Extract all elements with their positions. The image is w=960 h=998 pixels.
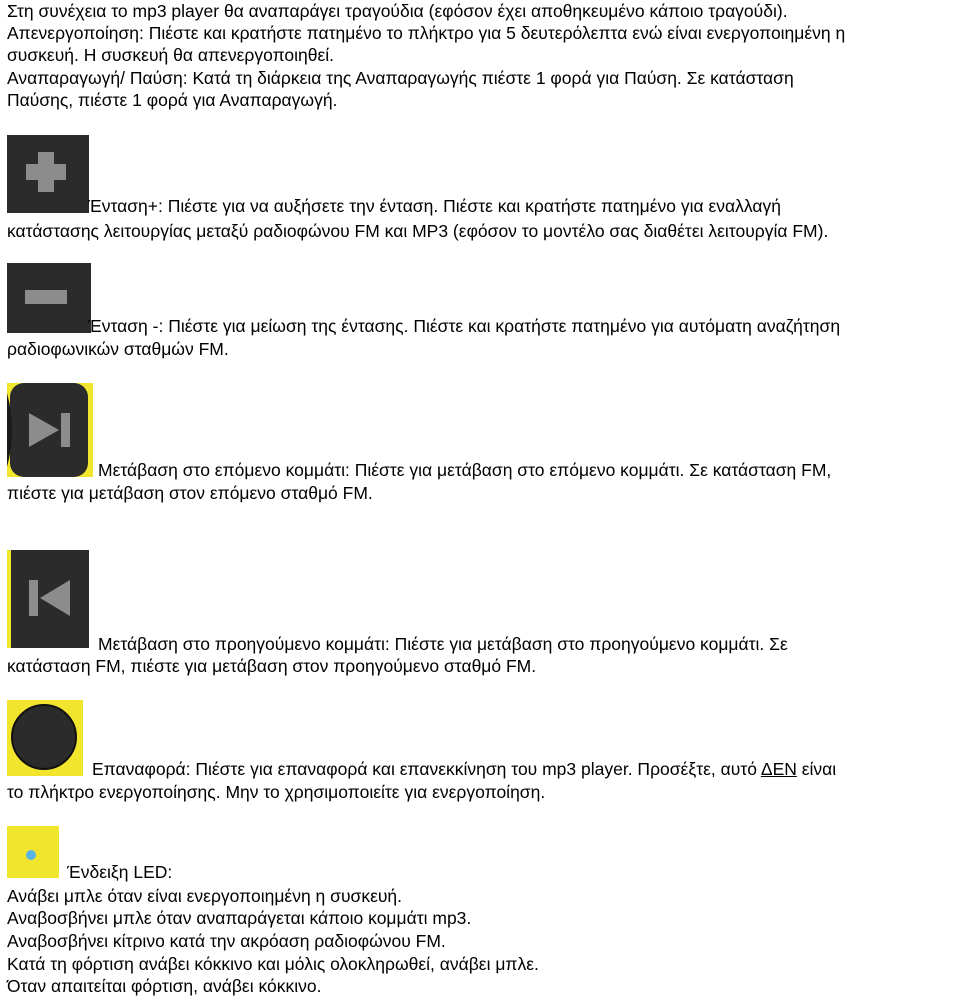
intro-line-2: Απενεργοποίηση: Πιέστε και κρατήστε πατημένο το πλήκτρο για 5 δευτερόλεπτα ενώ είναι ενεργοποιημένη η	[7, 23, 846, 43]
prev-track-line-1: Μετάβαση στο προηγούμενο κομμάτι: Πιέστε για μετάβαση στο προηγούμενο κομμάτι. Σε	[98, 634, 788, 654]
reset-emphasis: ΔΕΝ	[760, 759, 797, 779]
next-track-line-1: Μετάβαση στο επόμενο κομμάτι: Πιέστε για μετάβαση στο επόμενο κομμάτι. Σε κατάσταση FM,	[98, 460, 832, 480]
reset-text-suffix: είναι	[796, 759, 837, 779]
intro-line-3: συσκευή. Η συσκευή θα απενεργοποιηθεί.	[7, 45, 335, 65]
volume-down-line-2: ραδιοφωνικών σταθμών FM.	[7, 339, 229, 359]
skip-previous-icon	[7, 550, 89, 648]
volume-up-line-2: κατάστασης λειτουργίας μεταξύ ραδιοφώνου FM και MP3 (εφόσον το μοντέλο σας διαθέτει λειτουργία FM).	[7, 221, 829, 241]
reset-button-icon	[7, 700, 83, 776]
intro-line-1: Στη συνέχεια το mp3 player θα αναπαράγει τραγούδια (εφόσον έχει αποθηκευμένο κάποιο τραγούδι).	[7, 1, 788, 21]
volume-up-line-1: Ένταση+: Πιέστε για να αυξήσετε την ένταση. Πιέστε και κρατήστε πατημένο για εναλλαγή	[88, 196, 781, 216]
led-line-4: Κατά τη φόρτιση ανάβει κόκκινο και μόλις ολοκληρωθεί, ανάβει μπλε.	[7, 954, 539, 974]
led-line-3: Αναβοσβήνει κίτρινο κατά την ακρόαση ραδιοφώνου FM.	[7, 931, 446, 951]
skip-next-icon	[7, 383, 93, 477]
reset-line-1	[92, 758, 836, 780]
reset-text-prefix: Επαναφορά: Πιέστε για επαναφορά και επανεκκίνηση του mp3 player. Προσέξτε, αυτό	[92, 759, 761, 779]
led-title: Ένδειξη LED:	[67, 862, 173, 882]
intro-line-4: Αναπαραγωγή/ Παύση: Κατά τη διάρκεια της Αναπαραγωγής πιέστε 1 φορά για Παύση. Σε κατάσταση	[7, 68, 794, 88]
volume-down-line-1: Ένταση -: Πιέστε για μείωση της έντασης. Πιέστε και κρατήστε πατημένο για αυτόματη αναζήτηση	[88, 316, 841, 336]
led-line-2: Αναβοσβήνει μπλε όταν αναπαράγεται κάποιο κομμάτι mp3.	[7, 908, 472, 928]
intro-line-5: Παύσης, πιέστε 1 φορά για Αναπαραγωγή.	[7, 90, 338, 110]
reset-line-2: το πλήκτρο ενεργοποίησης. Μην το χρησιμοποιείτε για ενεργοποίηση.	[7, 782, 546, 802]
prev-track-line-2: κατάσταση FM, πιέστε για μετάβαση στον προηγούμενο σταθμό FM.	[7, 656, 537, 676]
minus-icon	[7, 263, 91, 333]
led-line-5: Όταν απαιτείται φόρτιση, ανάβει κόκκινο.	[7, 976, 322, 996]
plus-icon	[7, 135, 89, 213]
led-indicator-icon	[7, 826, 59, 878]
next-track-line-2: πιέστε για μετάβαση στον επόμενο σταθμό FM.	[7, 483, 373, 503]
led-line-1: Ανάβει μπλε όταν είναι ενεργοποιημένη η συσκευή.	[7, 886, 403, 906]
